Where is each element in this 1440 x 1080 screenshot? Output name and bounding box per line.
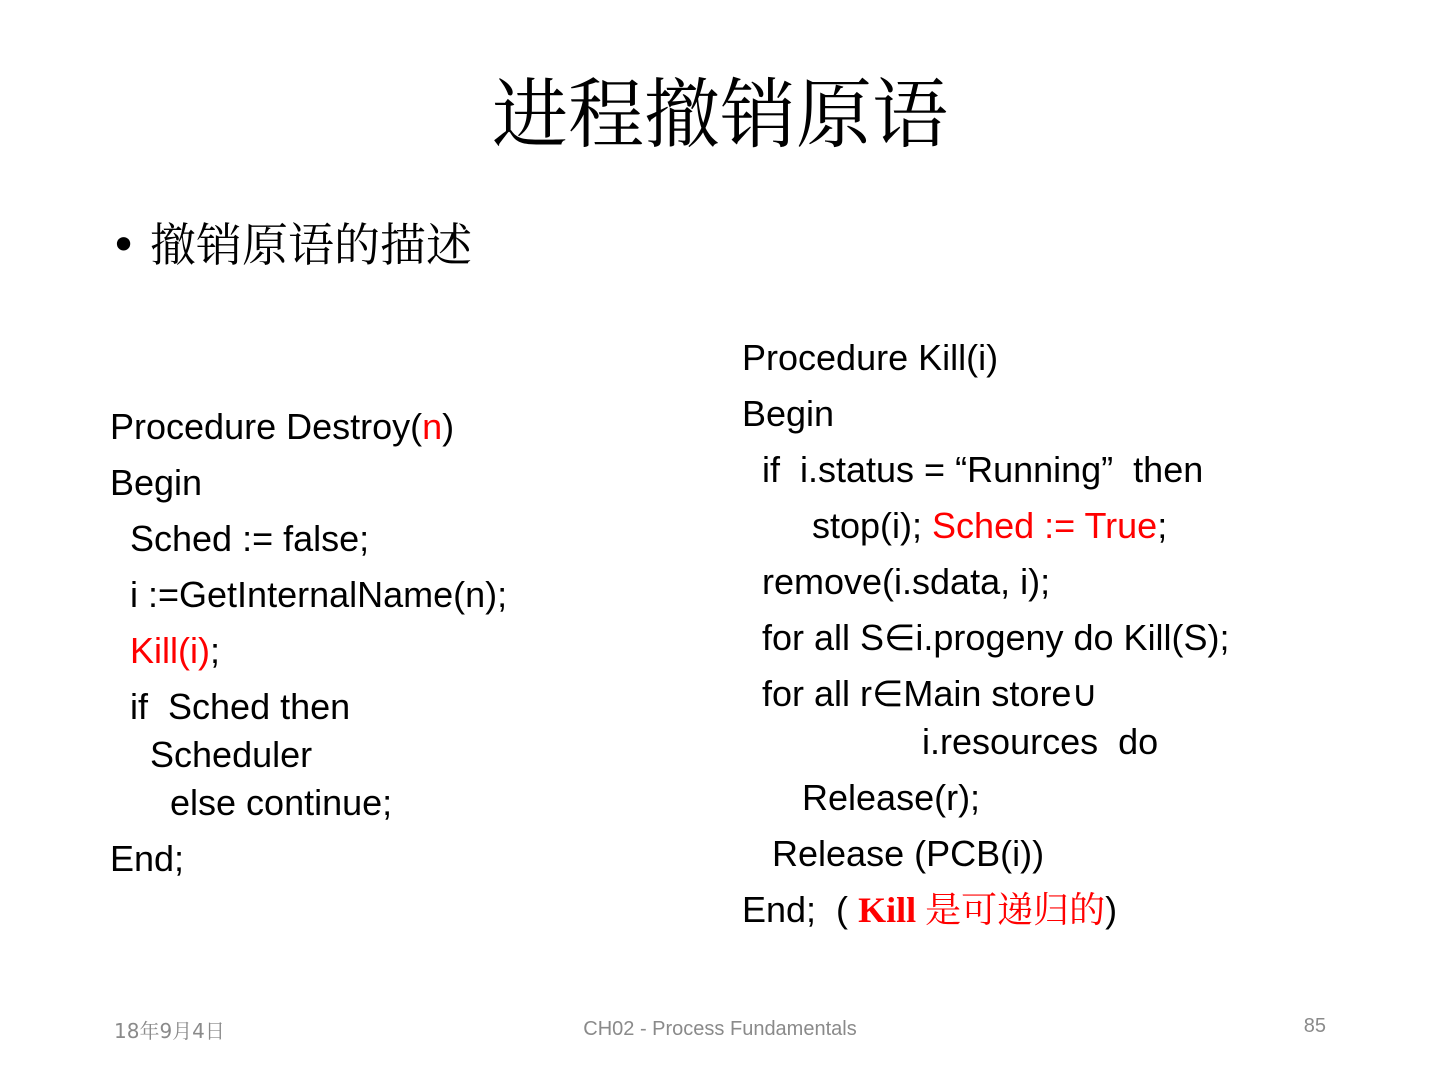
- code-text: ): [1105, 889, 1118, 930]
- code-highlight: Kill: [858, 890, 926, 930]
- code-line: i :=GetInternalName(n);: [110, 574, 508, 615]
- code-text: stop(i);: [742, 505, 933, 546]
- code-text: ;: [1157, 505, 1168, 546]
- code-line: for all S∈i.progeny do Kill(S);: [742, 617, 1230, 658]
- code-line: Begin: [110, 462, 203, 503]
- code-line: i.resources do: [742, 721, 1159, 762]
- code-line: if i.status = “Running” then: [742, 449, 1204, 490]
- kill-procedure-code: [742, 0, 1432, 1080]
- code-line: Sched := false;: [110, 518, 370, 559]
- footer-page-number: 85: [1303, 1015, 1326, 1037]
- code-text: ;: [209, 630, 220, 671]
- code-line: [742, 888, 1117, 933]
- code-line: if Sched then: [110, 686, 351, 727]
- footer-date: 18年9月4日: [114, 1019, 225, 1043]
- slide-title: 进程撤销原语: [492, 70, 948, 159]
- code-line: remove(i.sdata, i);: [742, 561, 1051, 602]
- destroy-procedure-code: [110, 0, 710, 1080]
- code-line: Begin: [742, 393, 835, 434]
- code-line: Procedure Kill(i): [742, 337, 999, 378]
- code-line: [110, 405, 454, 449]
- code-line: else continue;: [110, 782, 393, 823]
- bullet-marker: •: [110, 218, 138, 272]
- bullet-text: 撤销原语的描述: [150, 218, 472, 272]
- code-highlight: Sched := True: [932, 505, 1158, 546]
- code-line: for all r∈Main store∪: [742, 673, 1098, 714]
- code-line: [110, 629, 220, 673]
- code-highlight: Kill(i): [110, 630, 210, 671]
- code-line: Release (PCB(i)): [742, 833, 1045, 874]
- code-text: ): [442, 406, 455, 447]
- code-line: [742, 504, 1167, 548]
- footer-course-title: CH02 - Process Fundamentals: [583, 1018, 857, 1040]
- code-text: End; (: [742, 889, 859, 930]
- code-line: Scheduler: [110, 734, 313, 775]
- code-text: Procedure Destroy(: [110, 406, 423, 447]
- code-highlight: 是可递归的: [925, 890, 1106, 931]
- code-highlight: n: [422, 406, 443, 447]
- code-line: End;: [110, 838, 185, 879]
- code-line: Release(r);: [742, 777, 981, 818]
